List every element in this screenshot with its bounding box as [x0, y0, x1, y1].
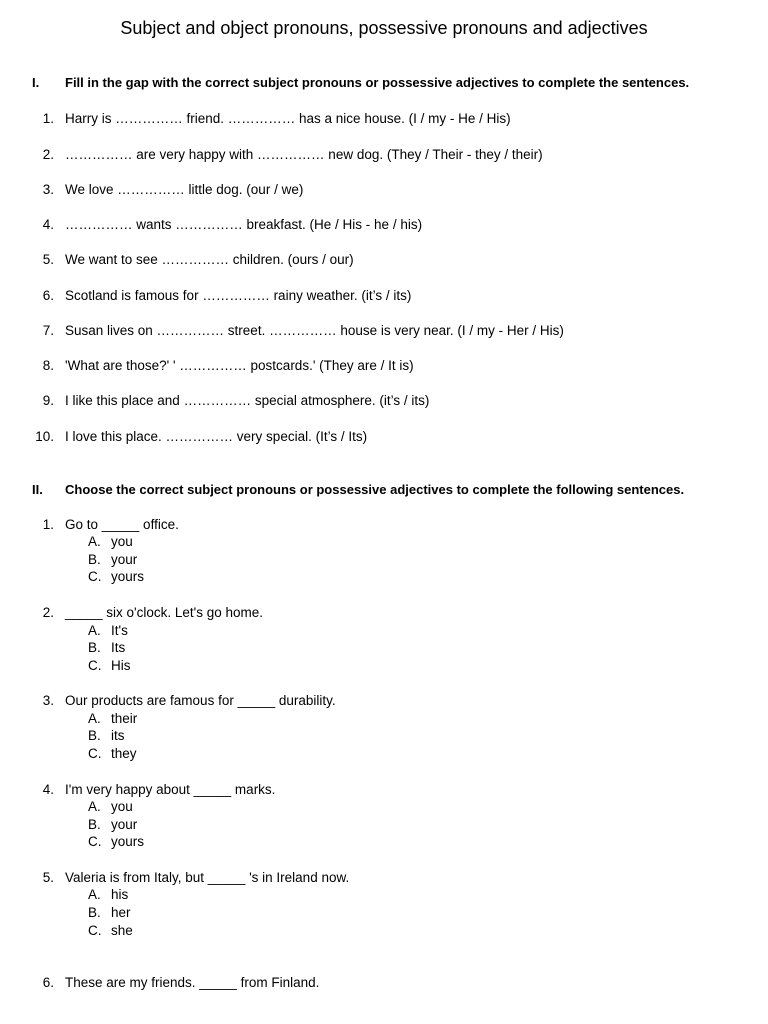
option-letter: A. — [88, 623, 101, 638]
item-text: We love …………… little dog. (our / we) — [65, 182, 304, 197]
page-title: Subject and object pronouns, possessive pronouns and adjectives — [120, 18, 648, 38]
option-text: yours — [111, 569, 145, 584]
item-number: 1. — [42, 111, 54, 126]
question-number: 4. — [42, 782, 54, 797]
item-number: 6. — [42, 288, 54, 303]
section-2-number: II. — [32, 482, 43, 497]
option-text: you — [111, 799, 133, 814]
option-text: her — [111, 905, 131, 920]
option-letter: A. — [88, 799, 101, 814]
item-number: 2. — [42, 147, 54, 162]
option-text: It's — [111, 623, 128, 638]
question-text: Valeria is from Italy, but _____ 's in Ireland now. — [65, 870, 350, 885]
option-text: His — [111, 658, 131, 673]
option-letter: B. — [88, 552, 101, 567]
question-text: I'm very happy about _____ marks. — [65, 782, 276, 797]
item-text: I like this place and …………… special atmosphere. (it’s / its) — [65, 393, 430, 408]
option-letter: B. — [88, 817, 101, 832]
option-letter: B. — [88, 728, 101, 743]
item-number: 4. — [42, 217, 54, 232]
section-1-number: I. — [32, 75, 40, 90]
item-number: 9. — [42, 393, 54, 408]
option-text: you — [111, 534, 133, 549]
question-number: 6. — [42, 975, 54, 990]
option-text: yours — [111, 834, 145, 849]
option-letter: C. — [88, 658, 102, 673]
option-text: their — [111, 711, 138, 726]
item-text: Harry is …………… friend. …………… has a nice house. (I / my - He / His) — [65, 111, 511, 126]
question-number: 1. — [42, 517, 54, 532]
option-letter: A. — [88, 711, 101, 726]
option-letter: B. — [88, 905, 101, 920]
question-text: These are my friends. _____ from Finland. — [65, 975, 320, 990]
option-letter: A. — [88, 887, 101, 902]
item-text: …………… are very happy with …………… new dog. (They / Their - they / their) — [65, 147, 543, 162]
item-number: 7. — [42, 323, 54, 338]
section-2-heading: Choose the correct subject pronouns or possessive adjectives to complete the following sentences. — [65, 482, 685, 497]
question-text: Go to _____ office. — [65, 517, 179, 532]
question-number: 5. — [42, 870, 54, 885]
item-text: I love this place. …………… very special. (It’s / Its) — [65, 429, 368, 444]
option-text: his — [111, 887, 129, 902]
option-text: Its — [111, 640, 126, 655]
question-text: Our products are famous for _____ durability. — [65, 693, 336, 708]
option-text: she — [111, 923, 133, 938]
item-number: 5. — [42, 252, 54, 267]
option-text: your — [111, 552, 138, 567]
item-number: 10. — [35, 429, 54, 444]
option-letter: A. — [88, 534, 101, 549]
question-number: 2. — [42, 605, 54, 620]
item-text: Scotland is famous for …………… rainy weather. (it’s / its) — [65, 288, 412, 303]
item-text: We want to see …………… children. (ours / our) — [65, 252, 354, 267]
item-number: 8. — [42, 358, 54, 373]
item-number: 3. — [42, 182, 54, 197]
section-1-heading: Fill in the gap with the correct subject pronouns or possessive adjectives to complete the sentences. — [65, 75, 690, 90]
option-text: your — [111, 817, 138, 832]
option-letter: C. — [88, 746, 102, 761]
option-letter: B. — [88, 640, 101, 655]
option-letter: C. — [88, 834, 102, 849]
question-text: _____ six o'clock. Let's go home. — [65, 605, 264, 620]
option-text: they — [111, 746, 137, 761]
option-letter: C. — [88, 923, 102, 938]
question-number: 3. — [42, 693, 54, 708]
item-text: …………… wants …………… breakfast. (He / His - he / his) — [65, 217, 423, 232]
option-letter: C. — [88, 569, 102, 584]
item-text: 'What are those?' ' …………… postcards.' (They are / It is) — [65, 358, 414, 373]
item-text: Susan lives on …………… street. …………… house is very near. (I / my - Her / His) — [65, 323, 564, 338]
option-text: its — [111, 728, 125, 743]
